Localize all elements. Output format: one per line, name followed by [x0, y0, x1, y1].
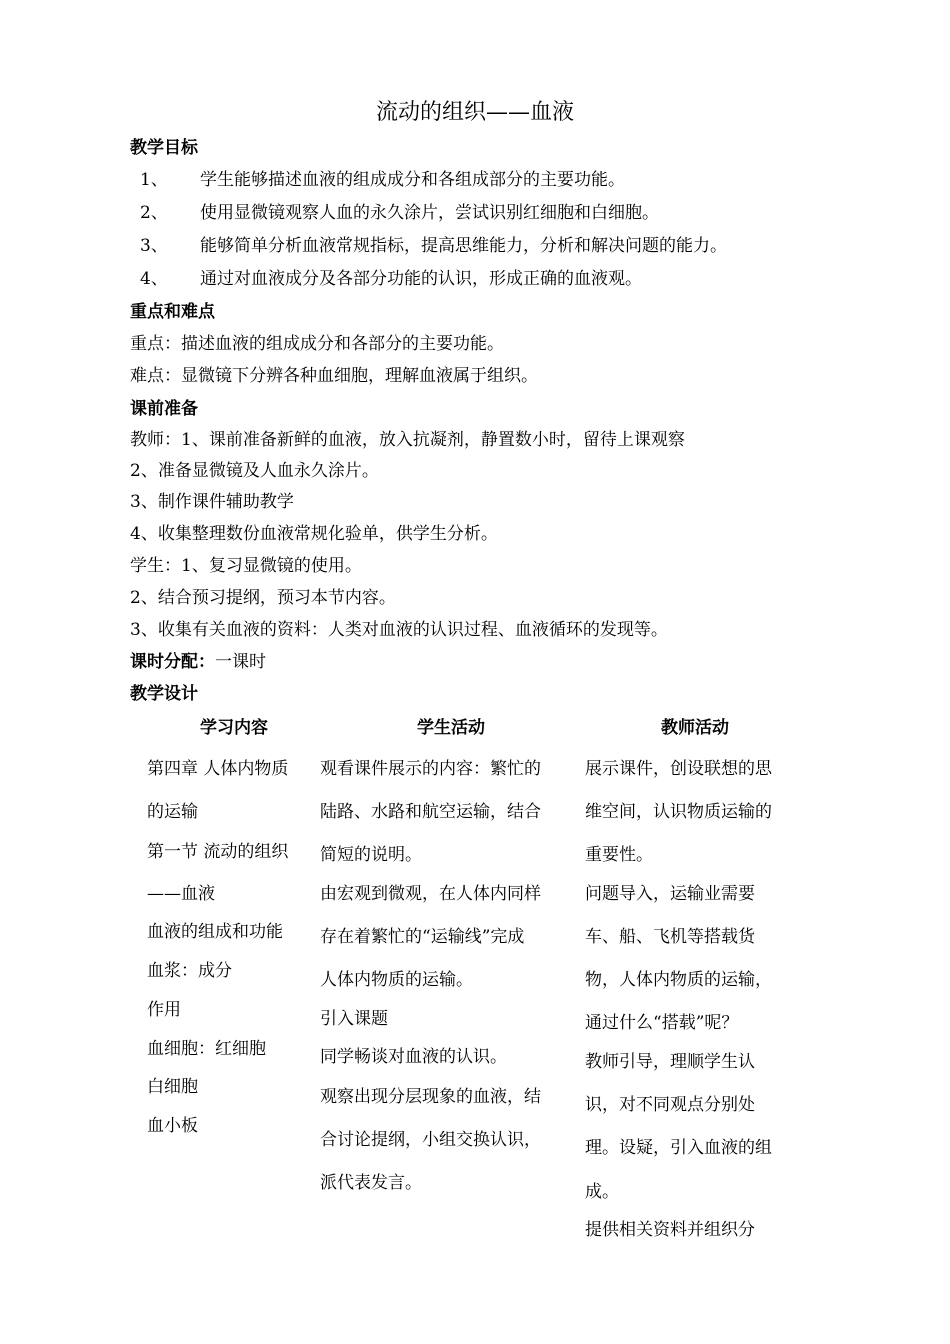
student-line: 陆路、水路和航空运输，结合 [320, 802, 541, 822]
objectives-heading: 教学目标 [130, 138, 198, 158]
objective-item [130, 168, 625, 192]
preparation-line: 2、准备显微镜及人血永久涂片。 [130, 461, 379, 481]
student-line: 简短的说明。 [320, 845, 422, 865]
preparation-line: 3、收集有关血液的资料：人类对血液的认识过程、血液循环的发现等。 [130, 620, 668, 640]
content-line: 血细胞：红细胞 [147, 1039, 266, 1059]
key-points-heading: 重点和难点 [130, 302, 215, 322]
column-header-student: 学生活动 [417, 718, 485, 738]
teacher-line: 展示课件，创设联想的思 [585, 759, 772, 779]
objective-item [130, 234, 727, 258]
teacher-line: 重要性。 [585, 845, 653, 865]
teacher-line: 识，对不同观点分别处 [585, 1095, 755, 1115]
student-line: 人体内物质的运输。 [320, 970, 473, 990]
content-line: ——血液 [147, 884, 215, 904]
teacher-line: 通过什么“搭载”呢？ [585, 1013, 739, 1033]
objective-number: 4、 [140, 269, 168, 289]
schedule-line [130, 650, 266, 674]
content-line: 血小板 [147, 1116, 198, 1136]
difficult-point-text: 难点：显微镜下分辨各种血细胞，理解血液属于组织。 [130, 366, 538, 386]
objective-text: 使用显微镜观察人血的永久涂片，尝试识别红细胞和白细胞。 [200, 203, 659, 223]
content-line: 第一节 流动的组织 [147, 842, 289, 862]
objective-number: 3、 [140, 236, 168, 256]
objective-number: 2、 [140, 203, 168, 223]
teacher-line: 提供相关资料并组织分 [585, 1220, 755, 1240]
teacher-line: 问题导入，运输业需要 [585, 884, 755, 904]
teacher-line: 成。 [585, 1182, 619, 1202]
objective-text: 学生能够描述血液的组成成分和各组成部分的主要功能。 [200, 170, 625, 190]
student-line: 观察出现分层现象的血液，结 [320, 1087, 541, 1107]
content-line: 作用 [147, 1000, 181, 1020]
content-line: 的运输 [147, 802, 198, 822]
document-title: 流动的组织——血液 [375, 100, 574, 125]
column-header-content: 学习内容 [200, 718, 268, 738]
preparation-line: 2、结合预习提纲，预习本节内容。 [130, 588, 396, 608]
preparation-line: 4、收集整理数份血液常规化验单，供学生分析。 [130, 524, 498, 544]
content-line: 血液的组成和功能 [147, 922, 283, 942]
objective-item [130, 267, 642, 291]
teacher-line: 维空间，认识物质运输的 [585, 802, 772, 822]
objective-text: 通过对血液成分及各部分功能的认识，形成正确的血液观。 [200, 269, 642, 289]
content-line: 第四章 人体内物质 [147, 759, 289, 779]
student-line: 合讨论提纲，小组交换认识， [320, 1130, 541, 1150]
objective-item [130, 201, 659, 225]
student-line: 同学畅谈对血液的认识。 [320, 1047, 507, 1067]
teacher-line: 教师引导，理顺学生认 [585, 1052, 755, 1072]
preparation-line: 学生：1、复习显微镜的使用。 [130, 556, 362, 576]
teacher-line: 物，人体内物质的运输， [585, 970, 772, 990]
preparation-line: 教师：1、课前准备新鲜的血液，放入抗凝剂，静置数小时，留待上课观察 [130, 430, 685, 450]
content-line: 血浆：成分 [147, 961, 232, 981]
schedule-value: 一课时 [215, 652, 266, 672]
teacher-line: 理。设疑，引入血液的组 [585, 1138, 772, 1158]
column-header-teacher: 教师活动 [661, 718, 729, 738]
student-line: 观看课件展示的内容：繁忙的 [320, 759, 541, 779]
design-heading: 教学设计 [130, 684, 198, 704]
student-line: 存在着繁忙的“运输线”完成 [320, 927, 525, 947]
objective-text: 能够简单分析血液常规指标，提高思维能力，分析和解决问题的能力。 [200, 236, 727, 256]
student-line: 引入课题 [320, 1009, 388, 1029]
preparation-line: 3、制作课件辅助教学 [130, 492, 294, 512]
preparation-heading: 课前准备 [130, 399, 198, 419]
objective-number: 1、 [140, 170, 168, 190]
teacher-line: 车、船、飞机等搭载货 [585, 927, 755, 947]
key-point-text: 重点：描述血液的组成成分和各部分的主要功能。 [130, 334, 504, 354]
content-line: 白细胞 [147, 1077, 198, 1097]
student-line: 派代表发言。 [320, 1173, 422, 1193]
student-line: 由宏观到微观，在人体内同样 [320, 884, 541, 904]
schedule-label: 课时分配： [130, 652, 215, 672]
